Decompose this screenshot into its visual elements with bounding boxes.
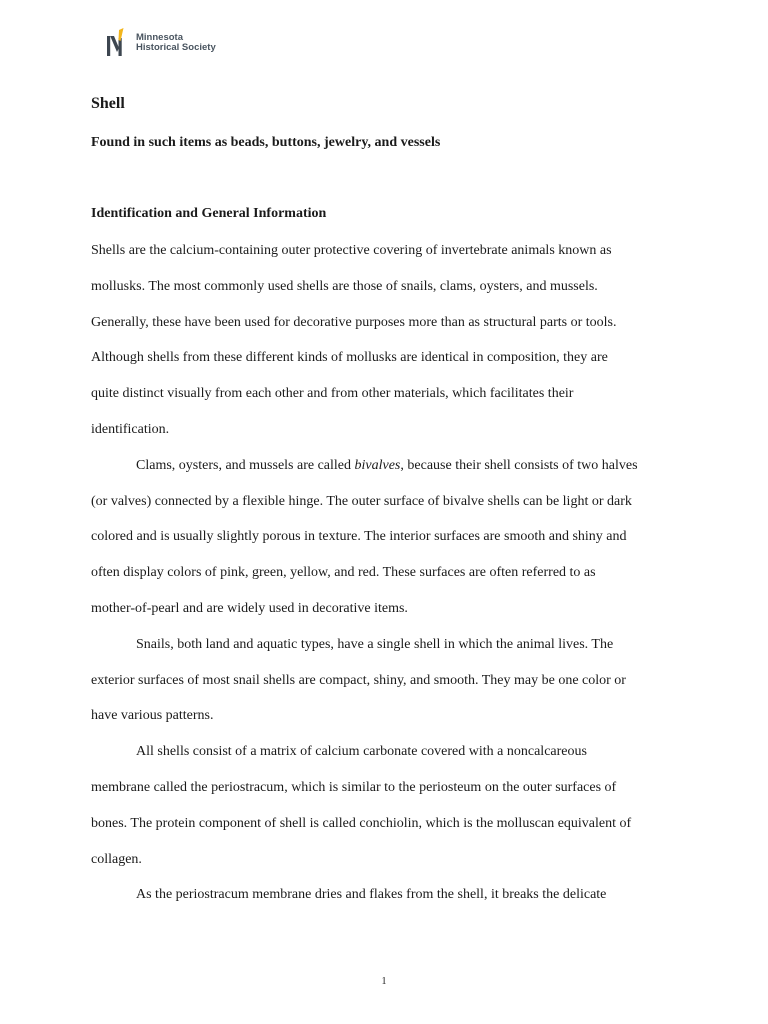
text-line: As the periostracum membrane dries and flakes from the shell, it breaks the delicate — [136, 887, 607, 903]
text-line: mollusks. The most commonly used shells are those of snails, clams, oysters, and mussels. — [91, 278, 598, 294]
paragraph-3 — [91, 627, 681, 734]
page-number: 1 — [381, 976, 387, 987]
paragraph-1 — [91, 233, 681, 448]
text-line: exterior surfaces of most snail shells are compact, shiny, and smooth. They may be one color or — [91, 672, 626, 688]
logo-line-1: Minnesota — [136, 31, 183, 43]
text-line: mother-of-pearl and are widely used in decorative items. — [91, 600, 408, 616]
text-line: Although shells from these different kinds of mollusks are identical in composition, they are — [91, 350, 608, 366]
body-text — [91, 233, 681, 913]
text-line: Shells are the calcium-containing outer protective covering of invertebrate animals known as — [91, 243, 612, 258]
text-line: colored and is usually slightly porous in texture. The interior surfaces are smooth and shiny and — [91, 529, 627, 545]
mnhs-logo-text — [136, 33, 216, 54]
mnhs-logo — [106, 28, 216, 58]
document-title: Shell — [91, 95, 125, 112]
text-line: identification. — [91, 421, 170, 437]
text-line — [91, 448, 681, 484]
text-line: collagen. — [91, 851, 142, 867]
paragraph-5 — [91, 877, 681, 913]
text-span: , because their shell consists of two halves — [400, 457, 638, 473]
text-line: Generally, these have been used for decorative purposes more than as structural parts or tools. — [91, 314, 617, 330]
document-subtitle: Found in such items as beads, buttons, jewelry, and vessels — [91, 135, 441, 150]
paragraph-2 — [91, 448, 681, 627]
section-heading: Identification and General Information — [91, 206, 327, 221]
text-line: membrane called the periostracum, which is similar to the periosteum on the outer surfaces of — [91, 779, 617, 795]
text-line: (or valves) connected by a flexible hinge. The outer surface of bivalve shells can be light or dark — [91, 493, 632, 509]
text-line: often display colors of pink, green, yellow, and red. These surfaces are often referred to as — [91, 565, 596, 581]
text-line: bones. The protein component of shell is called conchiolin, which is the molluscan equivalent of — [91, 815, 632, 831]
paragraph-4 — [91, 734, 681, 877]
text-line: All shells consist of a matrix of calcium carbonate covered with a noncalcareous — [136, 744, 587, 760]
italic-term: bivalves — [354, 457, 401, 473]
logo-line-2: Historical Society — [136, 42, 216, 53]
text-line: Snails, both land and aquatic types, have a single shell in which the animal lives. The — [136, 636, 614, 652]
mnhs-logo-mark-icon — [106, 28, 130, 58]
text-line: quite distinct visually from each other and from other materials, which facilitates their — [91, 386, 574, 402]
text-line: have various patterns. — [91, 708, 214, 724]
text-span: Clams, oysters, and mussels are called — [136, 457, 355, 473]
